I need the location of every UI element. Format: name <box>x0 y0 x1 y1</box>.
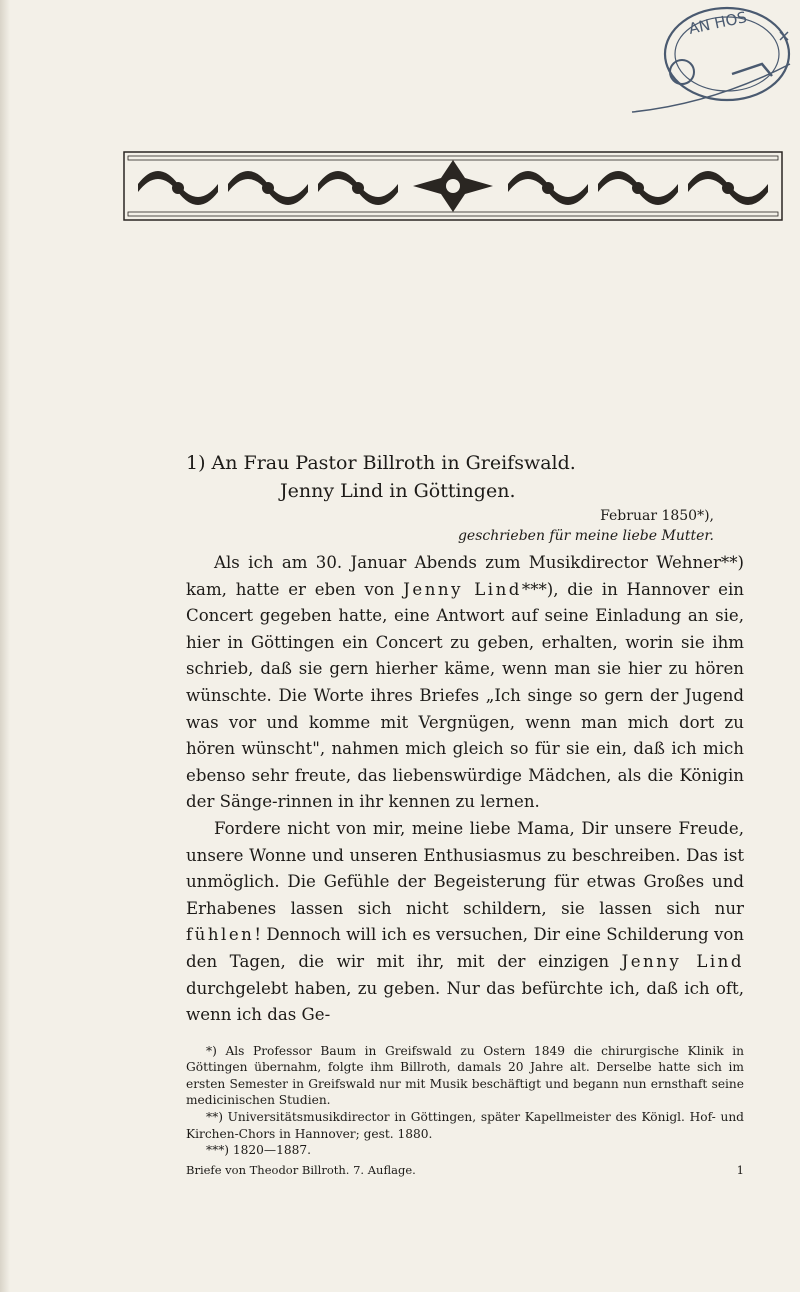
emphasis-fuehlen: fühlen <box>186 925 255 945</box>
footer-source: Briefe von Theodor Billroth. 7. Auflage. <box>186 1162 416 1177</box>
page-footer <box>186 1163 744 1177</box>
letter-dateline <box>186 506 714 546</box>
letter-heading: 1) An Frau Pastor Billroth in Greifswald. <box>186 452 576 474</box>
footer-signature: 1 <box>736 1162 744 1177</box>
body-paragraph-1: Als ich am 30. Januar Abends zum Musikdirector Wehner**) kam, hatte er eben von Jenny Lind***), die in Hannover ein Concert gegeben hatte, eine Antwort auf seine Einladung an sie, hier in Göttingen ein Concert zu geben, erhalten, worin sie ihm schrieb, daß sie gern hierher käme, wenn man sie hier zu hören wünschte. Die Worte ihres Briefes „Ich singe so gern der Jugend was vor und komme mit Vergnügen, wenn man mich dort zu hören wünscht", nahmen mich gleich so für sie ein, daß ich mich ebenso sehr freute, das liebenswürdige Mädchen, als die Königin der Sänge-rinnen in ihr kennen zu lernen. <box>186 553 744 812</box>
name-jenny-lind-2: Jenny Lind <box>621 951 744 971</box>
footnotes <box>186 1039 744 1159</box>
library-stamp <box>612 4 794 116</box>
page-binding-edge <box>0 0 10 1292</box>
letter-note: geschrieben für meine liebe Mutter. <box>457 528 714 544</box>
footnote-3: ***) 1820—1887. <box>206 1143 312 1158</box>
letter-body <box>186 550 744 1029</box>
letter-content <box>186 450 744 1177</box>
letter-recipient: Jenny Lind in Göttingen. <box>280 480 516 502</box>
letter-date: Februar 1850*), <box>600 508 714 524</box>
body-paragraph-2: Fordere nicht von mir, meine liebe Mama, Dir unsere Freude, unsere Wonne und unseren Enthusiasmus zu beschreiben. Das ist unmöglich. Die Gefühle der Begeisterung für etwas Großes und Erhabenes lassen sich nicht schildern, sie lassen sich nur fühlen! Dennoch will ich es versuchen, Dir eine Schilderung von den Tagen, die wir mit ihr, mit der einzigen Jenny Lind durchgelebt haben, zu geben. Nur das befürchte ich, daß ich oft, wenn ich das Ge- <box>186 818 744 1025</box>
name-jenny-lind: Jenny Lind <box>403 579 522 599</box>
footnote-1: *) Als Professor Baum in Greifswald zu Ostern 1849 die chirurgische Klinik in Göttingen übernahm, folgte ihm Billroth, damals 20 Jahre alt. Derselbe hatte sich im ersten Semester in Greifswald nur mit Musik beschäftigt und begann nun ernsthaft seine medicinischen Studien. <box>186 1043 744 1108</box>
ornamental-header-band <box>122 150 784 222</box>
footnote-2: **) Universitätsmusikdirector in Göttingen, später Kapellmeister des Königl. Hof- und Kirchen-Chors in Hannover; gest. 1880. <box>186 1110 744 1141</box>
stamp-text: AN HOS <box>687 8 749 38</box>
